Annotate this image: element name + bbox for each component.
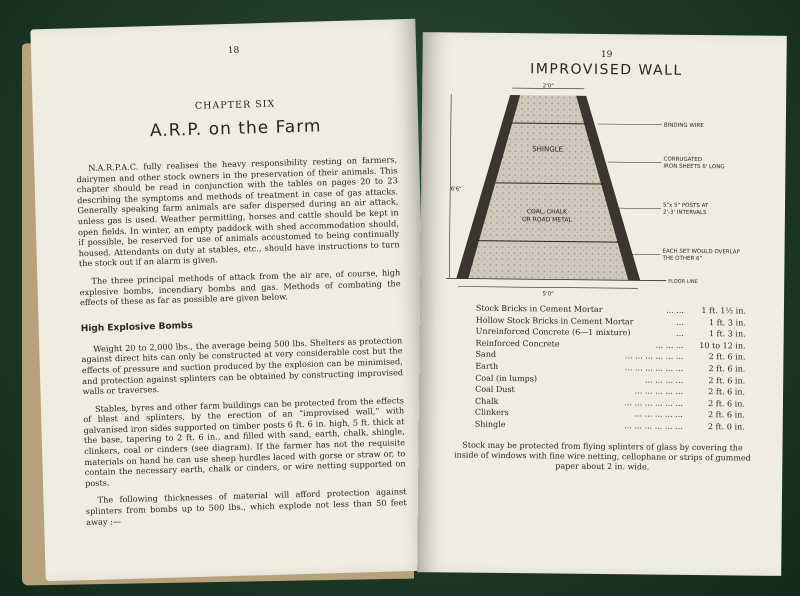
posts-label-2: 2'-3' INTERVALS (662, 209, 707, 217)
he-paragraph-3: The following thicknesses of material will afford protection against splinters from bombs up to 500 lbs., which explode not less than 50 feet away :— (85, 486, 407, 527)
fill-label-coal: COAL, CHALK (526, 208, 568, 216)
material-name: Stock Bricks in Cement Mortar (475, 303, 603, 315)
leader-dots: ... (676, 328, 684, 339)
diagram-heading: IMPROVISED WALL (530, 61, 683, 79)
iron-sheet-label-1: CORRUGATED (663, 156, 703, 164)
leader-dots: ... (676, 317, 684, 327)
material-name: Unreinforced Concrete (6—1 mixture) (475, 326, 631, 338)
binding-wire-label: BINDING WIRE (663, 122, 704, 130)
material-thickness: 2 ft. 6 in. (708, 375, 746, 386)
bottom-dimension-line (458, 286, 638, 288)
material-thickness: 10 to 12 in. (699, 340, 746, 351)
leader-line (607, 162, 661, 163)
material-name: Sand (475, 350, 497, 360)
open-booklet (22, 18, 782, 578)
material-name: Shingle (474, 419, 506, 429)
bottom-width-label: 5'0" (542, 291, 554, 298)
leader-dots: ... ... (666, 305, 684, 315)
leader-dots: ... ... ... (655, 340, 684, 350)
top-width-label: 2'0" (542, 83, 554, 90)
he-paragraph-2: Stables, byres and other farm buildings can be protected from the effects of blast and splinters, by the erection of an “improvised wall,” with galvanised iron sides supported on timber posts 6 ft. 6 in. high, 5 ft. thick at the base, tapering to 2 ft. 6 in., and filled with sand, earth, chalk, shingle, clinkers, coal or cinders (see diagram). If the farmer has not the requisite materials on hand he can use sheep hurdles laced with gorse or straw or, to contain the necessary earth, chalk or cinders, or wire netting supported on posts. (83, 394, 406, 488)
material-thickness: 2 ft. 6 in. (708, 387, 746, 397)
improvised-wall-diagram (446, 82, 764, 301)
fill-label-road-metal: OR ROAD METAL (521, 216, 572, 224)
leader-dots: ... ... ... ... ... ... (624, 421, 683, 431)
material-thickness: 1 ft. 1½ in. (701, 306, 746, 316)
material-name: Chalk (474, 396, 499, 406)
material-thickness: 2 ft. 6 in. (708, 352, 746, 362)
left-page (30, 19, 430, 582)
chapter-label: CHAPTER SIX (194, 98, 276, 112)
intro-paragraph: N.A.R.P.A.C. fully realises the heavy responsibility resting on farmers, dairymen and other stock owners in the preservation of their animals. This chapter should be read in conjunction with the tables on pages 20 to 23 describing the symptoms and methods of treatment in case of gas attacks. Generally speaking farm animals are safer dispersed during an air attack, unless gas is used. Weather permitting, horses and cattle should be kept in open fields. In winter, an empty paddock with shed accommodation should, if possible, be reserved for use of animals accustomed to being continually housed. Attendants on duty at stables, etc., should have instructions to turn the stock out if an alarm is given. (76, 154, 400, 269)
chapter-title: A.R.P. on the Farm (149, 116, 322, 142)
leader-dots: ... ... ... ... ... (634, 386, 684, 397)
right-page (417, 32, 787, 576)
fill-label-shingle: SHINGLE (532, 145, 564, 154)
posts-label-1: 5"x 5" POSTS AT (663, 202, 709, 210)
iron-sheet-label-2: IRON SHEETS 6' LONG (663, 163, 725, 171)
leader-line (598, 124, 662, 125)
material-thickness: 2 ft. 6 in. (708, 410, 745, 420)
height-label: 6'6" (450, 186, 462, 193)
leader-dots: ... ... ... ... (645, 375, 684, 385)
section-heading: High Explosive Bombs (80, 320, 193, 334)
material-thickness: 2 ft. 0 in. (707, 422, 745, 432)
overlap-label-1: EACH SET WOULD OVERLAP (662, 248, 740, 256)
materials-table (475, 303, 762, 434)
page-number-left: 18 (227, 45, 240, 56)
material-thickness: 2 ft. 6 in. (708, 398, 746, 409)
footnote-paragraph: Stock may be protected from flying splinters of glass by covering the inside of windows with fine wire netting, cellophane or strips of gummed paper about 2 in. wide. (453, 440, 751, 472)
leader-dots: ... ... ... ... ... ... (624, 397, 684, 408)
leader-dots: ... ... ... ... ... ... (624, 351, 684, 362)
table-row (475, 419, 745, 433)
material-thickness: 2 ft. 6 in. (708, 364, 746, 374)
material-name: Reinforced Concrete (475, 338, 560, 349)
material-thickness: 1 ft. 3 in. (708, 329, 746, 339)
material-name: Coal Dust (475, 384, 515, 395)
material-name: Clinkers (474, 408, 509, 418)
leader-dots: ... ... ... ... ... ... (624, 363, 684, 373)
methods-paragraph: The three principal methods of attack from the air are, of course, high explosive bombs, incendiary bombs and gas. Methods of combating the effects of these as far as possible are given below. (79, 267, 401, 308)
leader-dots: ... ... ... ... ... (634, 409, 683, 420)
material-name: Coal (in lumps) (475, 373, 538, 383)
material-name: Hollow Stock Bricks in Cement Mortar (475, 315, 634, 326)
material-name: Earth (475, 361, 499, 371)
he-paragraph-1: Weight 20 to 2,000 lbs., the average being 500 lbs. Shelters as protection against direct hits can only be constructed at very considerable cost but the effects of pressure and suction produced by the explosion can be minimised, and protection against splinters can be obtained by constructing improvised walls or traverses. (81, 334, 404, 397)
floor-line-label: FLOOR LINE (668, 278, 698, 286)
material-thickness: 1 ft. 3 in. (708, 317, 746, 328)
page-number-right: 19 (600, 49, 613, 61)
overlap-label-2: THE OTHER 6" (662, 255, 703, 263)
